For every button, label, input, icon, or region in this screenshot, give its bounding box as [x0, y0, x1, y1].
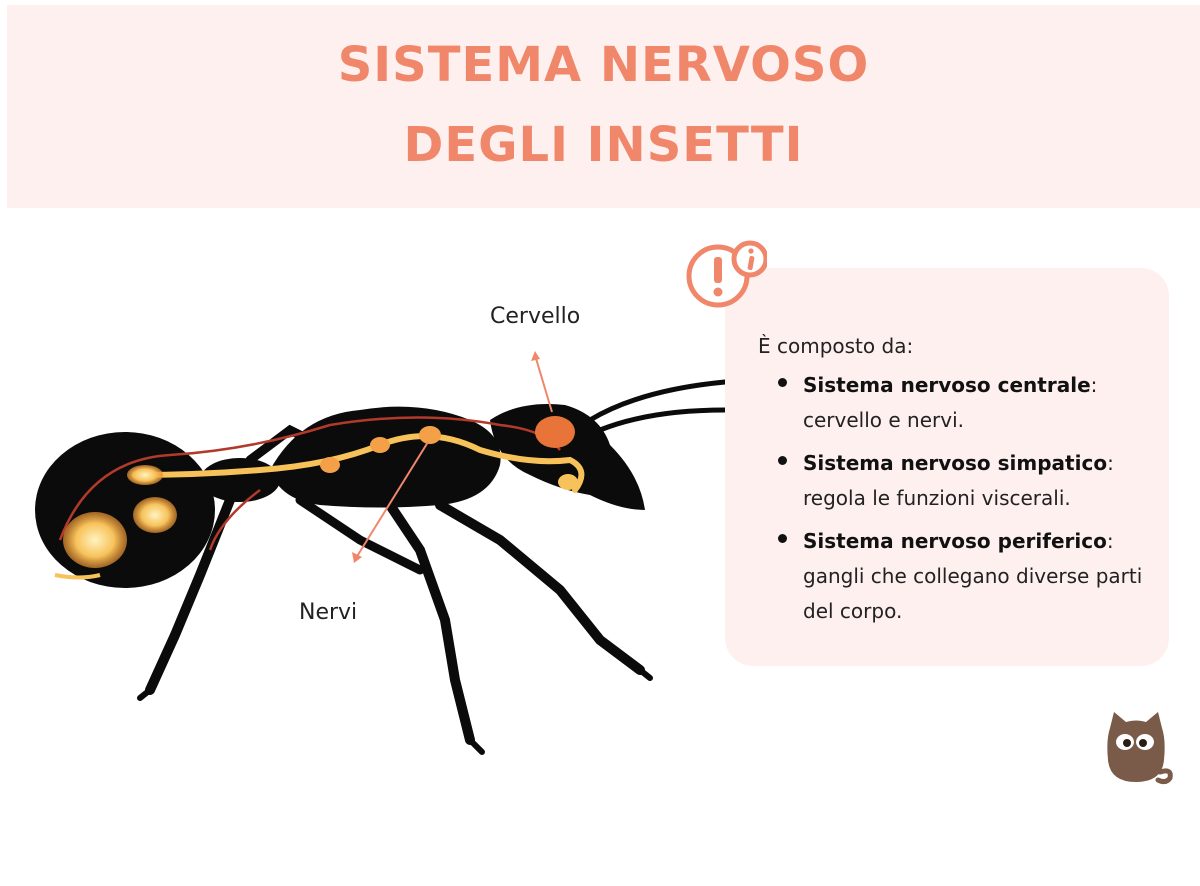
alert-info-icon	[683, 240, 767, 312]
ant-petiole	[200, 458, 280, 502]
item-desc: regola le funzioni viscerali.	[803, 486, 1071, 510]
bullet-dot	[778, 534, 787, 543]
bullet-dot	[778, 456, 787, 465]
info-intro: È composto da:	[758, 334, 914, 358]
list-item	[775, 524, 1145, 629]
item-sep: :	[1106, 529, 1114, 553]
ant-abdomen	[35, 432, 215, 588]
ant-diagram-svg	[0, 220, 740, 780]
header-banner	[7, 5, 1200, 208]
item-term: Sistema nervoso centrale	[803, 373, 1091, 397]
brain-pointer	[535, 355, 552, 412]
cat-mascot-icon	[1100, 710, 1174, 790]
item-desc: gangli che collegano diverse parti del corpo.	[803, 564, 1143, 623]
list-item	[775, 368, 1145, 438]
ant-thorax	[270, 407, 501, 508]
item-term: Sistema nervoso periferico	[803, 529, 1107, 553]
ant-illustration	[0, 220, 740, 780]
label-brain: Cervello	[490, 304, 581, 329]
list-item	[775, 446, 1145, 516]
bullet-dot	[778, 378, 787, 387]
item-sep: :	[1107, 451, 1114, 475]
page-title-line1: SISTEMA NERVOSO	[337, 37, 870, 93]
info-list	[775, 368, 1145, 637]
item-sep: :	[1090, 373, 1098, 397]
page-title-line2: DEGLI INSETTI	[403, 117, 804, 173]
ant-antennae	[590, 382, 725, 430]
label-nerves: Nervi	[299, 600, 358, 625]
item-term: Sistema nervoso simpatico	[803, 451, 1108, 475]
item-desc: cervello e nervi.	[803, 408, 964, 432]
